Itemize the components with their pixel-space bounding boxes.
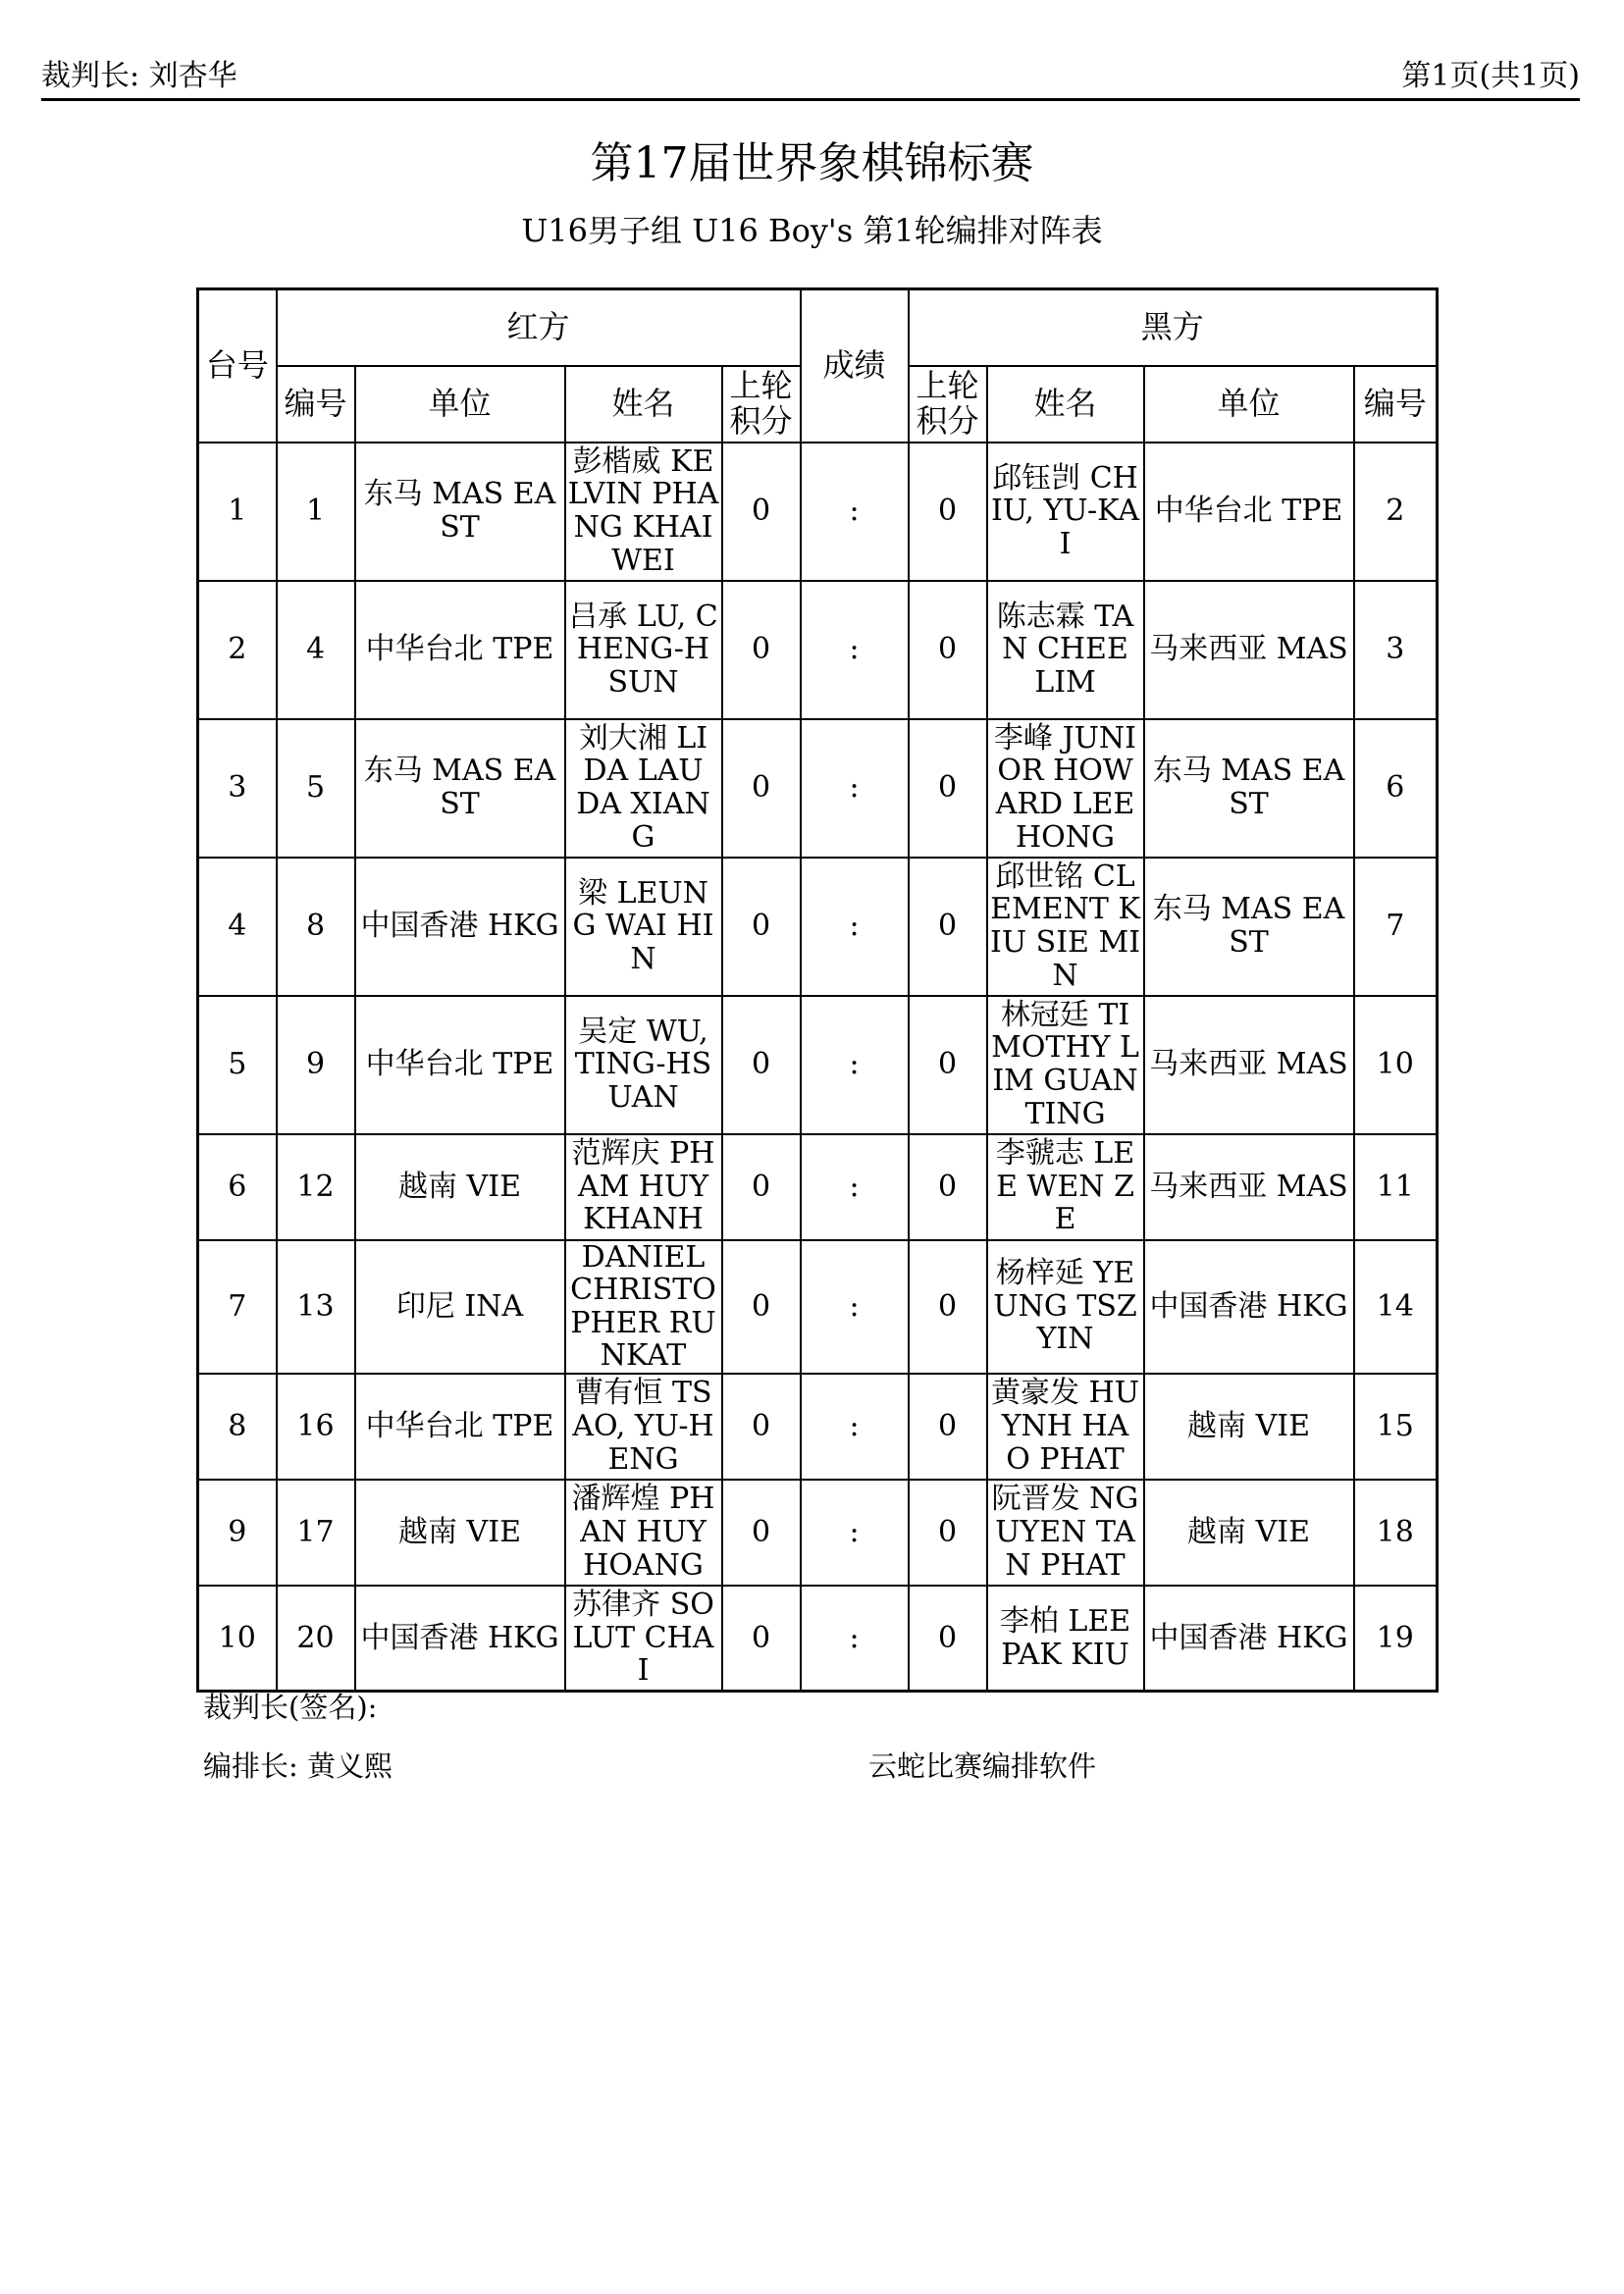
table-row [198, 581, 1438, 719]
red-player-unit: 越南 VIE [355, 1480, 565, 1586]
red-previous-score: 0 [722, 1134, 801, 1240]
red-previous-score: 0 [722, 1240, 801, 1374]
header-black-side: 黑方 [909, 289, 1438, 366]
red-player-name: 梁 LEUNG WAI HIN [565, 858, 722, 996]
table-row [198, 858, 1438, 996]
header-red-side: 红方 [277, 289, 801, 366]
pairing-table [196, 287, 1439, 1693]
red-player-no: 16 [277, 1374, 355, 1480]
black-player-name: 邱钰剀 CHIU, YU-KAI [987, 443, 1144, 581]
black-previous-score: 0 [909, 1480, 987, 1586]
black-player-name: 陈志霖 TAN CHEE LIM [987, 581, 1144, 719]
black-player-unit: 马来西亚 MAS [1144, 581, 1354, 719]
table-row [198, 1480, 1438, 1586]
black-player-no: 2 [1354, 443, 1438, 581]
red-player-unit: 中华台北 TPE [355, 996, 565, 1134]
table-row [198, 996, 1438, 1134]
black-previous-score: 0 [909, 996, 987, 1134]
red-player-name: 刘大湘 LIDA LAU DA XIANG [565, 719, 722, 858]
scheduler-name: 编排长: 黄义熙 [203, 1749, 393, 1783]
result-separator: : [801, 1480, 909, 1586]
table-row [198, 443, 1438, 581]
black-player-unit: 马来西亚 MAS [1144, 1134, 1354, 1240]
black-player-no: 18 [1354, 1480, 1438, 1586]
red-player-unit: 中国香港 HKG [355, 858, 565, 996]
red-previous-score: 0 [722, 996, 801, 1134]
red-player-no: 1 [277, 443, 355, 581]
black-previous-score: 0 [909, 1374, 987, 1480]
black-previous-score: 0 [909, 858, 987, 996]
result-separator: : [801, 1586, 909, 1692]
board-number: 10 [198, 1586, 277, 1692]
red-player-name: 曹有恒 TSAO, YU-HENG [565, 1374, 722, 1480]
header-red-no: 编号 [277, 366, 355, 443]
board-number: 8 [198, 1374, 277, 1480]
red-previous-score: 0 [722, 858, 801, 996]
red-player-no: 17 [277, 1480, 355, 1586]
result-separator: : [801, 719, 909, 858]
black-previous-score: 0 [909, 581, 987, 719]
board-number: 3 [198, 719, 277, 858]
table-row [198, 1374, 1438, 1480]
red-previous-score: 0 [722, 581, 801, 719]
red-player-unit: 东马 MAS EAST [355, 443, 565, 581]
header-row-1 [198, 289, 1438, 366]
black-player-no: 15 [1354, 1374, 1438, 1480]
red-player-name: 潘辉煌 PHAN HUY HOANG [565, 1480, 722, 1586]
red-player-unit: 东马 MAS EAST [355, 719, 565, 858]
black-player-unit: 中国香港 HKG [1144, 1586, 1354, 1692]
red-player-name: DANIEL CHRISTOPHER RUNKAT [565, 1240, 722, 1374]
red-player-unit: 中华台北 TPE [355, 1374, 565, 1480]
board-number: 1 [198, 443, 277, 581]
red-player-no: 9 [277, 996, 355, 1134]
header-red-prev: 上轮积分 [722, 366, 801, 443]
header-black-prev: 上轮积分 [909, 366, 987, 443]
black-player-no: 11 [1354, 1134, 1438, 1240]
black-previous-score: 0 [909, 719, 987, 858]
red-player-name: 吕承 LU, CHENG-HSUN [565, 581, 722, 719]
header-board: 台号 [198, 289, 277, 443]
black-player-no: 6 [1354, 719, 1438, 858]
header-black-unit: 单位 [1144, 366, 1354, 443]
black-player-name: 林冠廷 TIMOTHY LIM GUAN TING [987, 996, 1144, 1134]
black-player-name: 李柏 LEE PAK KIU [987, 1586, 1144, 1692]
result-separator: : [801, 581, 909, 719]
red-player-no: 4 [277, 581, 355, 719]
black-player-name: 邱世铭 CLEMENT KIU SIE MIN [987, 858, 1144, 996]
chief-arbiter-signature: 裁判长(签名): [203, 1691, 378, 1724]
red-previous-score: 0 [722, 1586, 801, 1692]
black-player-name: 杨梓延 YEUNG TSZ YIN [987, 1240, 1144, 1374]
page-number: 第1页(共1页) [1401, 59, 1580, 93]
result-separator: : [801, 996, 909, 1134]
red-player-name: 吴定 WU, TING-HSUAN [565, 996, 722, 1134]
black-player-name: 李峰 JUNIOR HOWARD LEE HONG [987, 719, 1144, 858]
red-previous-score: 0 [722, 1374, 801, 1480]
page-title: 第17届世界象棋锦标赛 [590, 138, 1034, 188]
black-player-unit: 中华台北 TPE [1144, 443, 1354, 581]
header-red-unit: 单位 [355, 366, 565, 443]
header-black-no: 编号 [1354, 366, 1438, 443]
black-player-name: 李虢志 LEE WEN ZE [987, 1134, 1144, 1240]
board-number: 4 [198, 858, 277, 996]
black-player-unit: 马来西亚 MAS [1144, 996, 1354, 1134]
black-player-unit: 中国香港 HKG [1144, 1240, 1354, 1374]
red-player-no: 5 [277, 719, 355, 858]
result-separator: : [801, 1134, 909, 1240]
board-number: 5 [198, 996, 277, 1134]
black-player-unit: 越南 VIE [1144, 1480, 1354, 1586]
red-previous-score: 0 [722, 1480, 801, 1586]
red-previous-score: 0 [722, 443, 801, 581]
header-black-name: 姓名 [987, 366, 1144, 443]
header-red-name: 姓名 [565, 366, 722, 443]
result-separator: : [801, 1240, 909, 1374]
red-player-no: 20 [277, 1586, 355, 1692]
red-player-unit: 越南 VIE [355, 1134, 565, 1240]
black-player-no: 3 [1354, 581, 1438, 719]
red-player-no: 12 [277, 1134, 355, 1240]
table-row [198, 1586, 1438, 1692]
board-number: 6 [198, 1134, 277, 1240]
table-row [198, 1134, 1438, 1240]
black-player-name: 黄豪发 HUYNH HAO PHAT [987, 1374, 1144, 1480]
black-previous-score: 0 [909, 1134, 987, 1240]
table-row [198, 719, 1438, 858]
page-subtitle: U16男子组 U16 Boy's 第1轮编排对阵表 [521, 212, 1103, 249]
red-previous-score: 0 [722, 719, 801, 858]
red-player-unit: 印尼 INA [355, 1240, 565, 1374]
red-player-name: 范辉庆 PHAM HUY KHANH [565, 1134, 722, 1240]
board-number: 9 [198, 1480, 277, 1586]
board-number: 7 [198, 1240, 277, 1374]
result-separator: : [801, 1374, 909, 1480]
red-player-unit: 中国香港 HKG [355, 1586, 565, 1692]
black-player-unit: 东马 MAS EAST [1144, 858, 1354, 996]
black-player-no: 14 [1354, 1240, 1438, 1374]
result-separator: : [801, 858, 909, 996]
header-result: 成绩 [801, 289, 909, 443]
black-player-unit: 越南 VIE [1144, 1374, 1354, 1480]
black-player-no: 10 [1354, 996, 1438, 1134]
black-previous-score: 0 [909, 1240, 987, 1374]
red-player-name: 苏律齐 SO LUT CHAI [565, 1586, 722, 1692]
red-player-unit: 中华台北 TPE [355, 581, 565, 719]
software-credit: 云蛇比赛编排软件 [868, 1749, 1097, 1783]
black-previous-score: 0 [909, 1586, 987, 1692]
black-player-unit: 东马 MAS EAST [1144, 719, 1354, 858]
result-separator: : [801, 443, 909, 581]
black-previous-score: 0 [909, 443, 987, 581]
black-player-name: 阮晋发 NGUYEN TAN PHAT [987, 1480, 1144, 1586]
black-player-no: 7 [1354, 858, 1438, 996]
red-player-no: 8 [277, 858, 355, 996]
page-header-left: 裁判长: 刘杏华 [41, 59, 237, 93]
table-row [198, 1240, 1438, 1374]
red-player-no: 13 [277, 1240, 355, 1374]
header-rule [41, 98, 1580, 101]
red-player-name: 彭楷威 KELVIN PHANG KHAI WEI [565, 443, 722, 581]
board-number: 2 [198, 581, 277, 719]
black-player-no: 19 [1354, 1586, 1438, 1692]
